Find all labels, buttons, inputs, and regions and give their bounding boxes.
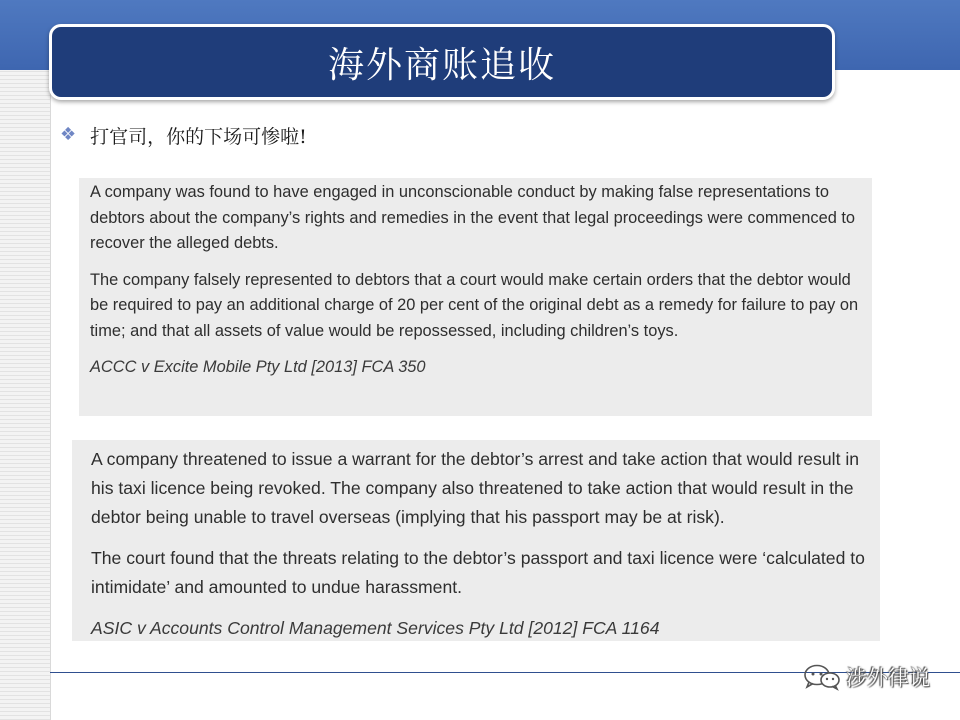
- watermark-text: 涉外律说: [846, 666, 930, 690]
- bullet-point: [60, 120, 307, 150]
- title-bar: [49, 24, 835, 100]
- slide-title: 海外商账追收: [327, 44, 556, 86]
- case-quote-2: [72, 440, 880, 641]
- watermark: [802, 662, 930, 692]
- quote-2-paragraph-2: The court found that the threats relating to the debtor’s passport and taxi licence were ‘calculated to intimidate’ and amounted to undue harassment.: [91, 548, 865, 597]
- quote-1-paragraph-1: A company was found to have engaged in unconscionable conduct by making false representations to debtors about the company’s rights and remedies in the event that legal proceedings were commenced to recover the alleged debts.: [90, 183, 856, 252]
- wechat-logo-icon: [802, 663, 842, 691]
- quote-2-paragraph-1: A company threatened to issue a warrant for the debtor’s arrest and take action that would result in his taxi licence being revoked. The company also threatened to take action that would result in the debtor being unable to travel overseas (implying that his passport may be at risk).: [91, 449, 860, 527]
- quote-2-citation: ASIC v Accounts Control Management Services Pty Ltd [2012] FCA 1164: [91, 618, 660, 638]
- quote-1-paragraph-2: The company falsely represented to debtors that a court would make certain orders that the debtor would be required to pay an additional charge of 20 per cent of the original debt as a remedy for failure to pay on time; and that all assets of value would be repossessed, including children’s toys.: [90, 270, 859, 340]
- diamond-bullet-icon: ❖: [60, 124, 77, 145]
- quote-1-citation: ACCC v Excite Mobile Pty Ltd [2013] FCA 350: [90, 358, 426, 376]
- left-decorative-stripe: [0, 70, 51, 720]
- bullet-text: 打官司，你的下场可惨啦!: [90, 125, 307, 148]
- case-quote-1: [79, 178, 872, 416]
